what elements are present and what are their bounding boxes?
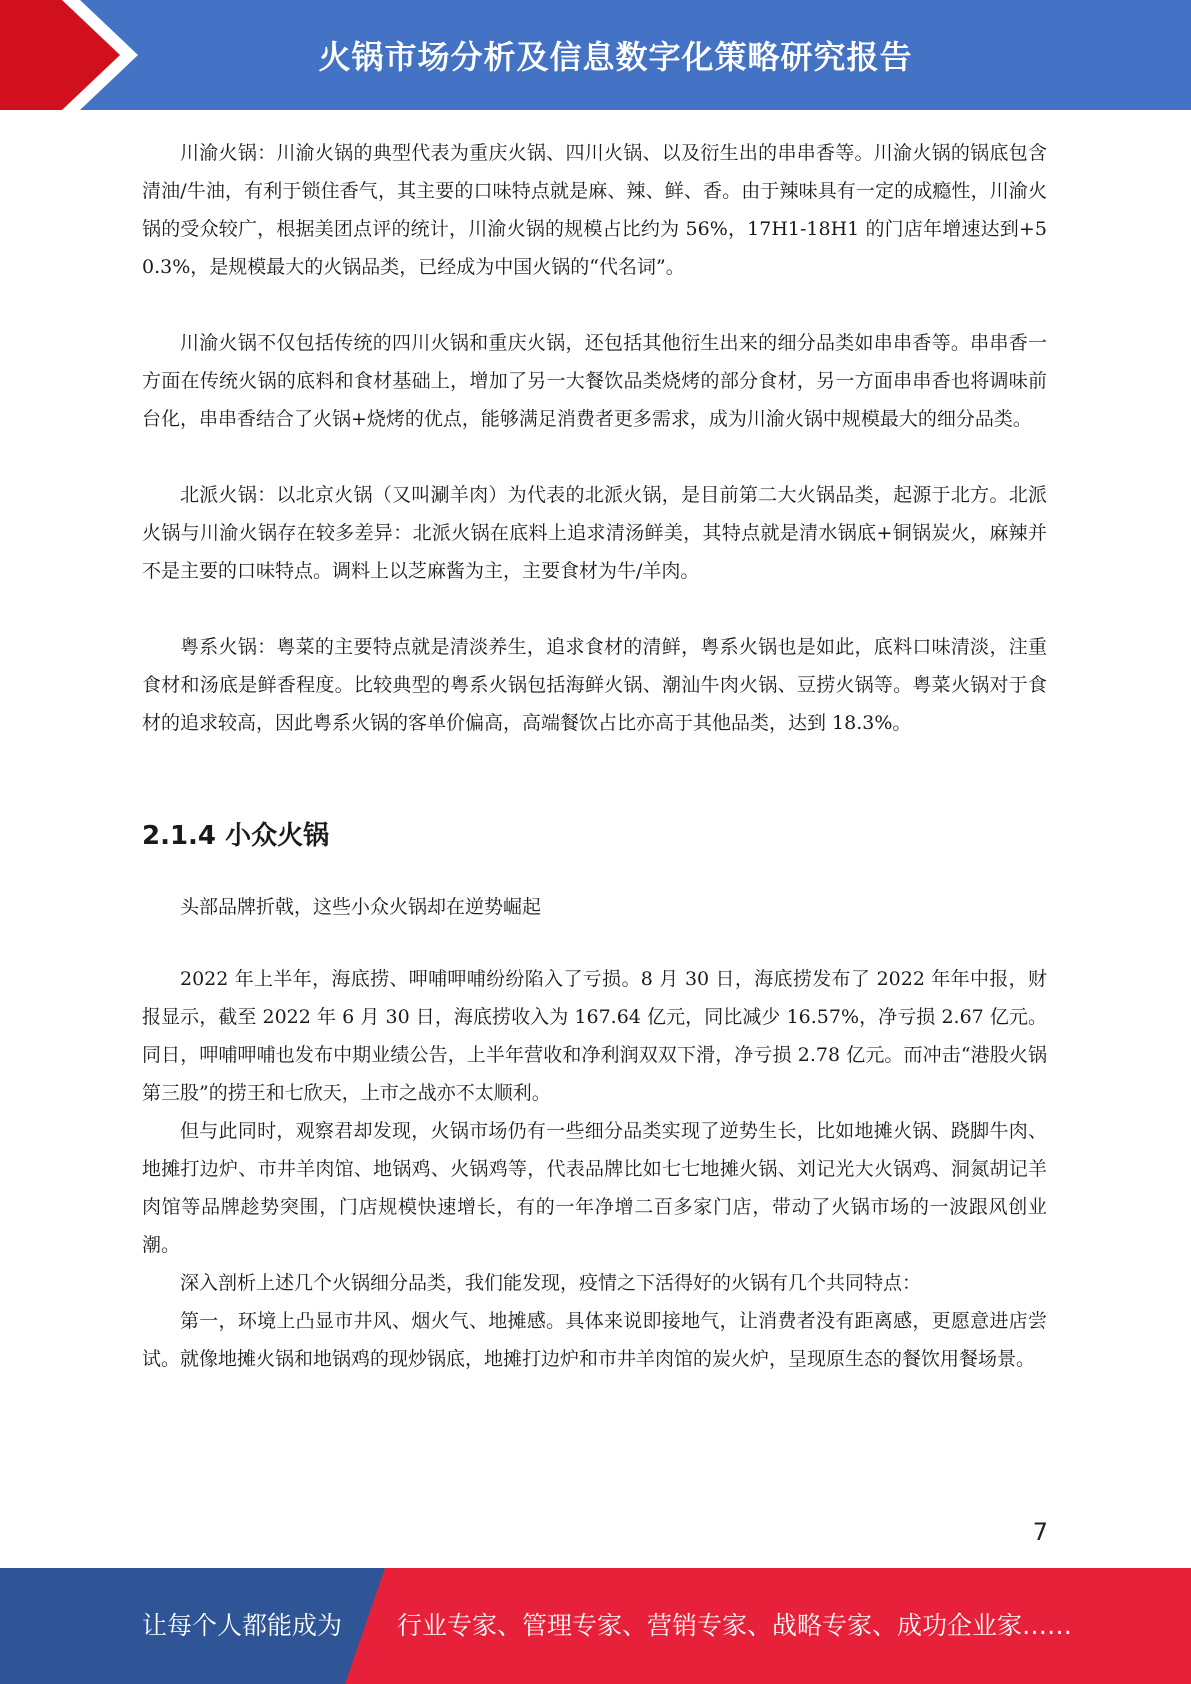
paragraph-common-traits: 深入剖析上述几个火锅细分品类，我们能发现，疫情之下活得好的火锅有几个共同特点： [180,1272,922,1294]
page-footer-banner [0,1568,1191,1684]
paragraph-cantonese-hotpot: 粤系火锅：粤菜的主要特点就是清淡养生，追求食材的清鲜，粤系火锅也是如此，底料口味清淡，注重食材和汤底是鲜香程度。比较典型的粤系火锅包括海鲜火锅、潮汕牛肉火锅、豆捞火锅等。粤菜火锅对于食材的追求较高，因此粤系火锅的客单价偏高，高端餐饮占比亦高于其他品类，达到 18.3%。 [142,636,1047,734]
paragraph-niche-growth: 但与此同时，观察君却发现，火锅市场仍有一些细分品类实现了逆势生长，比如地摊火锅、跷脚牛肉、地摊打边炉、市井羊肉馆、地锅鸡、火锅鸡等，代表品牌比如七七地摊火锅、刘记光大火锅鸡、洞氮胡记羊肉馆等品牌趁势突围，门店规模快速增长，有的一年净增二百多家门店，带动了火锅市场的一波跟风创业潮。 [142,1120,1047,1256]
paragraph-first-trait: 第一，环境上凸显市井风、烟火气、地摊感。具体来说即接地气，让消费者没有距离感，更愿意进店尝试。就像地摊火锅和地锅鸡的现炒锅底，地摊打边炉和市井羊肉馆的炭火炉，呈现原生态的餐饮用餐场景。 [142,1310,1047,1370]
footer-slogan-left: 让每个人都能成为 [142,1611,343,1640]
paragraph-chuanchuanxiang: 川渝火锅不仅包括传统的四川火锅和重庆火锅，还包括其他衍生出来的细分品类如串串香等。串串香一方面在传统火锅的底料和食材基础上，增加了另一大餐饮品类烧烤的部分食材，另一方面串串香也将调味前台化，串串香结合了火锅+烧烤的优点，能够满足消费者更多需求，成为川渝火锅中规模最大的细分品类。 [142,332,1047,430]
section-subtitle: 头部品牌折戟，这些小众火锅却在逆势崛起 [180,896,542,918]
paragraph-northern-hotpot: 北派火锅：以北京火锅（又叫涮羊肉）为代表的北派火锅，是目前第二大火锅品类，起源于北方。北派火锅与川渝火锅存在较多差异：北派火锅在底料上追求清汤鲜美，其特点就是清水锅底+铜锅炭火，麻辣并不是主要的口味特点。调料上以芝麻酱为主，主要食材为牛/羊肉。 [142,484,1047,582]
page-number: 7 [1032,1518,1048,1546]
page-header-banner [0,0,1191,110]
header-chevron-decoration [0,0,150,110]
document-body [142,134,1047,1378]
report-title: 火锅市场分析及信息数字化策略研究报告 [318,38,913,76]
footer-slogan-right: 行业专家、管理专家、营销专家、战略专家、成功企业家…… [397,1611,1073,1640]
paragraph-losses: 2022 年上半年，海底捞、呷哺呷哺纷纷陷入了亏损。8 月 30 日，海底捞发布了 2022 年年中报，财报显示，截至 2022 年 6 月 30 日，海底捞收入为 167.64 亿元，同比减少 16.57%，净亏损 2.67 亿元。同日，呷哺呷哺也发布中期业绩公告，上半年营收和净利润双双下滑，净亏损 2.78 亿元。而冲击“港股火锅第三股”的捞王和七欣天，上市之战亦不太顺利。 [142,968,1047,1104]
paragraph-chuanyu-hotpot: 川渝火锅：川渝火锅的典型代表为重庆火锅、四川火锅、以及衍生出的串串香等。川渝火锅的锅底包含清油/牛油，有利于锁住香气，其主要的口味特点就是麻、辣、鲜、香。由于辣味具有一定的成瘾性，川渝火锅的受众较广，根据美团点评的统计，川渝火锅的规模占比约为 56%，17H1-18H1 的门店年增速达到+50.3%，是规模最大的火锅品类，已经成为中国火锅的“代名词”。 [142,142,1047,278]
section-heading: 2.1.4 小众火锅 [142,821,330,851]
